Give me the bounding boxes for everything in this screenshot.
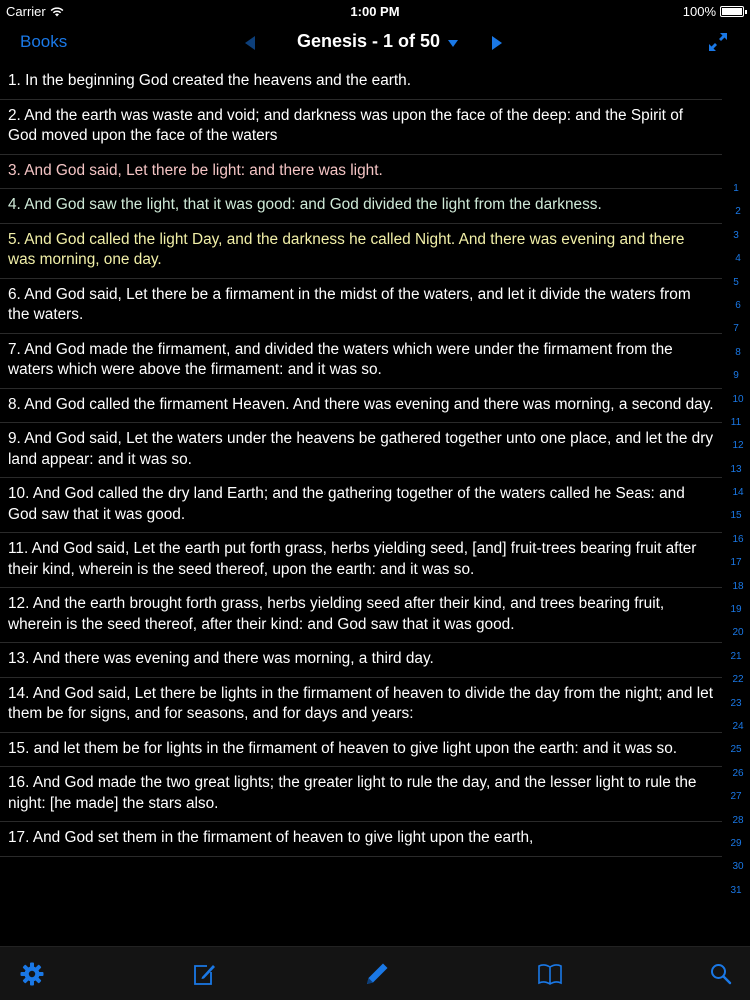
verse-index-item[interactable]: 24: [732, 720, 744, 732]
verse-index-item[interactable]: 6: [735, 299, 741, 311]
battery-percent: 100%: [682, 4, 716, 19]
verse-item[interactable]: 11. And God said, Let the earth put forth grass, herbs yielding seed, [and] fruit-trees bearing fruit after their kind, wherein is the seed thereof, upon the earth: and it was so.: [0, 533, 722, 588]
tab-bar: [0, 946, 750, 1000]
verse-index-item[interactable]: 31: [730, 884, 742, 896]
verse-item[interactable]: 2. And the earth was waste and void; and darkness was upon the face of the deep: and the Spirit of God moved upon the face of the waters: [0, 100, 722, 155]
verse-index-item[interactable]: 10: [732, 393, 744, 405]
pencil-icon[interactable]: [364, 961, 390, 987]
gear-icon[interactable]: [19, 961, 45, 987]
verse-index-item[interactable]: 22: [732, 674, 744, 686]
verse-index-item[interactable]: 25: [730, 744, 742, 756]
chapter-selector[interactable]: [297, 31, 458, 52]
verse-item[interactable]: 5. And God called the light Day, and the darkness he called Night. And there was evening and there was morning, one day.: [0, 224, 722, 279]
verse-index-item[interactable]: 5: [733, 276, 739, 288]
verse-item[interactable]: 1. In the beginning God created the heavens and the earth.: [0, 64, 722, 100]
verse-index-item[interactable]: 28: [732, 814, 744, 826]
verse-index-item[interactable]: 1: [733, 183, 739, 194]
verse-index-bar[interactable]: [722, 177, 750, 902]
verse-item[interactable]: 9. And God said, Let the waters under the heavens be gathered together unto one place, and let the dry land appear: and it was so.: [0, 423, 722, 478]
chevron-down-icon: [448, 40, 458, 47]
verse-index-item[interactable]: 13: [730, 463, 742, 475]
battery-indicator: [683, 4, 744, 19]
verse-item[interactable]: 7. And God made the firmament, and divided the waters which were under the firmament from the waters which were above the firmament: and it was so.: [0, 334, 722, 389]
verse-index-item[interactable]: 12: [732, 440, 744, 452]
verse-index-item[interactable]: 19: [730, 604, 742, 616]
verse-index-item[interactable]: 21: [730, 650, 742, 662]
verse-index-item[interactable]: 15: [730, 510, 742, 522]
verse-index-item[interactable]: 26: [732, 767, 744, 779]
verse-item[interactable]: 6. And God said, Let there be a firmament in the midst of the waters, and let it divide the waters from the waters.: [0, 279, 722, 334]
next-chapter-icon[interactable]: [492, 36, 502, 50]
verse-index-item[interactable]: 8: [735, 346, 741, 358]
verse-item[interactable]: 8. And God called the firmament Heaven. And there was evening and there was morning, a second day.: [0, 389, 722, 424]
verse-item[interactable]: 10. And God called the dry land Earth; and the gathering together of the waters called he Seas: and God saw that it was good.: [0, 478, 722, 533]
verse-index-item[interactable]: 23: [730, 697, 742, 709]
verse-index-item[interactable]: 9: [733, 370, 739, 382]
battery-icon: [720, 6, 744, 17]
verse-index-item[interactable]: 30: [732, 861, 744, 873]
verse-item[interactable]: 17. And God set them in the firmament of heaven to give light upon the earth,: [0, 822, 722, 857]
edit-note-icon[interactable]: [191, 961, 217, 987]
verse-index-item[interactable]: 20: [732, 627, 744, 639]
verse-item[interactable]: 14. And God said, Let there be lights in the firmament of heaven to divide the day from the night; and let them be for signs, and for seasons, and for days and years:: [0, 678, 722, 733]
verse-index-item[interactable]: 7: [733, 323, 739, 335]
verse-item[interactable]: 12. And the earth brought forth grass, herbs yielding seed after their kind, and trees bearing fruit, wherein is the seed thereof, after their kind: and God saw that it was good.: [0, 588, 722, 643]
verse-item[interactable]: 15. and let them be for lights in the firmament of heaven to give light upon the earth: and it was so.: [0, 733, 722, 768]
verse-index-item[interactable]: 29: [730, 837, 742, 849]
book-icon[interactable]: [537, 961, 563, 987]
status-time: 1:00 PM: [350, 4, 400, 19]
verse-index-item[interactable]: 14: [732, 487, 744, 499]
verse-index-item[interactable]: 11: [730, 416, 742, 428]
verse-index-item[interactable]: 18: [732, 580, 744, 592]
verse-index-item[interactable]: 4: [735, 253, 741, 265]
verse-item[interactable]: 13. And there was evening and there was morning, a third day.: [0, 643, 722, 678]
expand-icon[interactable]: [706, 30, 730, 54]
verse-item[interactable]: 16. And God made the two great lights; the greater light to rule the day, and the lesser light to rule the night: [he made] the stars also.: [0, 767, 722, 822]
verse-index-item[interactable]: 2: [735, 206, 741, 218]
chapter-title: Genesis - 1 of 50: [297, 31, 441, 51]
carrier-label: Carrier: [6, 4, 46, 19]
navigation-bar: [0, 22, 750, 64]
search-icon[interactable]: [708, 961, 734, 987]
books-button[interactable]: Books: [20, 32, 68, 51]
verse-list[interactable]: [0, 64, 722, 946]
verse-index-item[interactable]: 16: [732, 533, 744, 545]
verse-index-item[interactable]: 27: [730, 791, 742, 803]
status-bar: [0, 0, 750, 22]
verse-item[interactable]: 3. And God said, Let there be light: and there was light.: [0, 155, 722, 190]
verse-index-item[interactable]: 17: [730, 557, 742, 569]
verse-item[interactable]: 4. And God saw the light, that it was good: and God divided the light from the darkness.: [0, 189, 722, 224]
previous-chapter-icon[interactable]: [245, 36, 255, 50]
verse-index-item[interactable]: 3: [733, 229, 739, 241]
